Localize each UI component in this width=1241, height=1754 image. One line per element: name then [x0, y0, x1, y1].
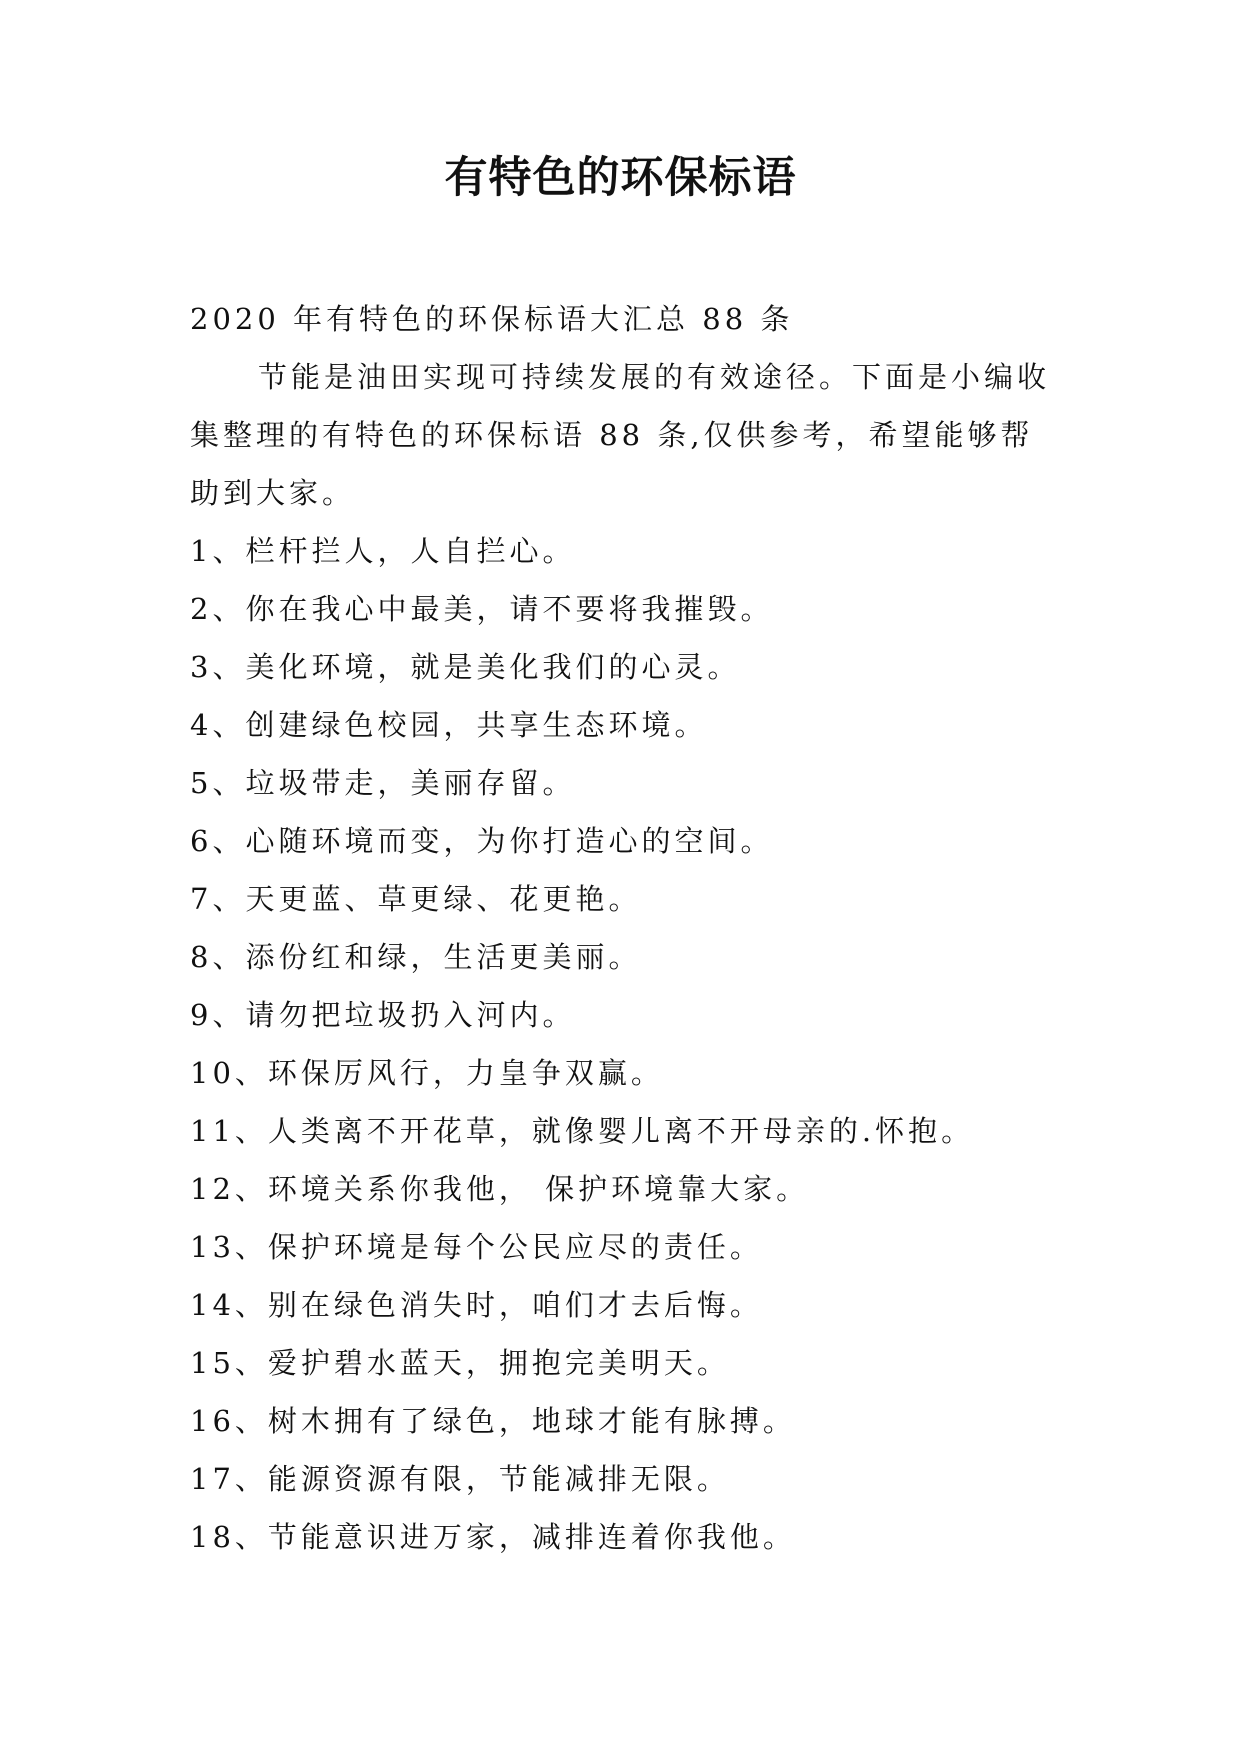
slogan-item: 4、创建绿色校园，共享生态环境。: [190, 708, 708, 742]
slogan-item: 7、天更蓝、草更绿、花更艳。: [190, 882, 642, 916]
slogan-item: 3、美化环境，就是美化我们的心灵。: [190, 650, 741, 684]
document-title: 有特色的环保标语: [444, 153, 797, 203]
document-body: [190, 290, 1060, 1566]
slogan-item: 10、环保厉风行，力皇争双赢。: [190, 1056, 664, 1090]
document-subtitle: 2020 年有特色的环保标语大汇总 88 条: [190, 302, 794, 336]
intro-paragraph: 节能是油田实现可持续发展的有效途径。下面是小编收集整理的有特色的环保标语 88 条,仅供参考，希望能够帮助到大家。: [190, 360, 1051, 510]
slogan-item: 17、能源资源有限，节能减排无限。: [190, 1462, 730, 1496]
slogan-item: 15、爱护碧水蓝天，拥抱完美明天。: [190, 1346, 730, 1380]
slogan-item: 1、栏杆拦人，人自拦心。: [190, 534, 576, 568]
slogan-item: 8、添份红和绿，生活更美丽。: [190, 940, 642, 974]
slogan-item: 13、保护环境是每个公民应尽的责任。: [190, 1230, 763, 1264]
slogan-item: 18、节能意识进万家，减排连着你我他。: [190, 1520, 796, 1554]
slogan-item: 9、请勿把垃圾扔入河内。: [190, 998, 576, 1032]
slogan-item: 12、环境关系你我他， 保护环境靠大家。: [190, 1172, 810, 1206]
slogan-item: 16、树木拥有了绿色，地球才能有脉搏。: [190, 1404, 796, 1438]
slogan-item: 14、别在绿色消失时，咱们才去后悔。: [190, 1288, 763, 1322]
slogan-item: 2、你在我心中最美，请不要将我摧毁。: [190, 592, 774, 626]
slogan-list: [190, 522, 1060, 1566]
slogan-item: 6、心随环境而变，为你打造心的空间。: [190, 824, 774, 858]
slogan-item: 5、垃圾带走，美丽存留。: [190, 766, 576, 800]
slogan-item: 11、人类离不开花草，就像婴儿离不开母亲的.怀抱。: [190, 1114, 975, 1148]
